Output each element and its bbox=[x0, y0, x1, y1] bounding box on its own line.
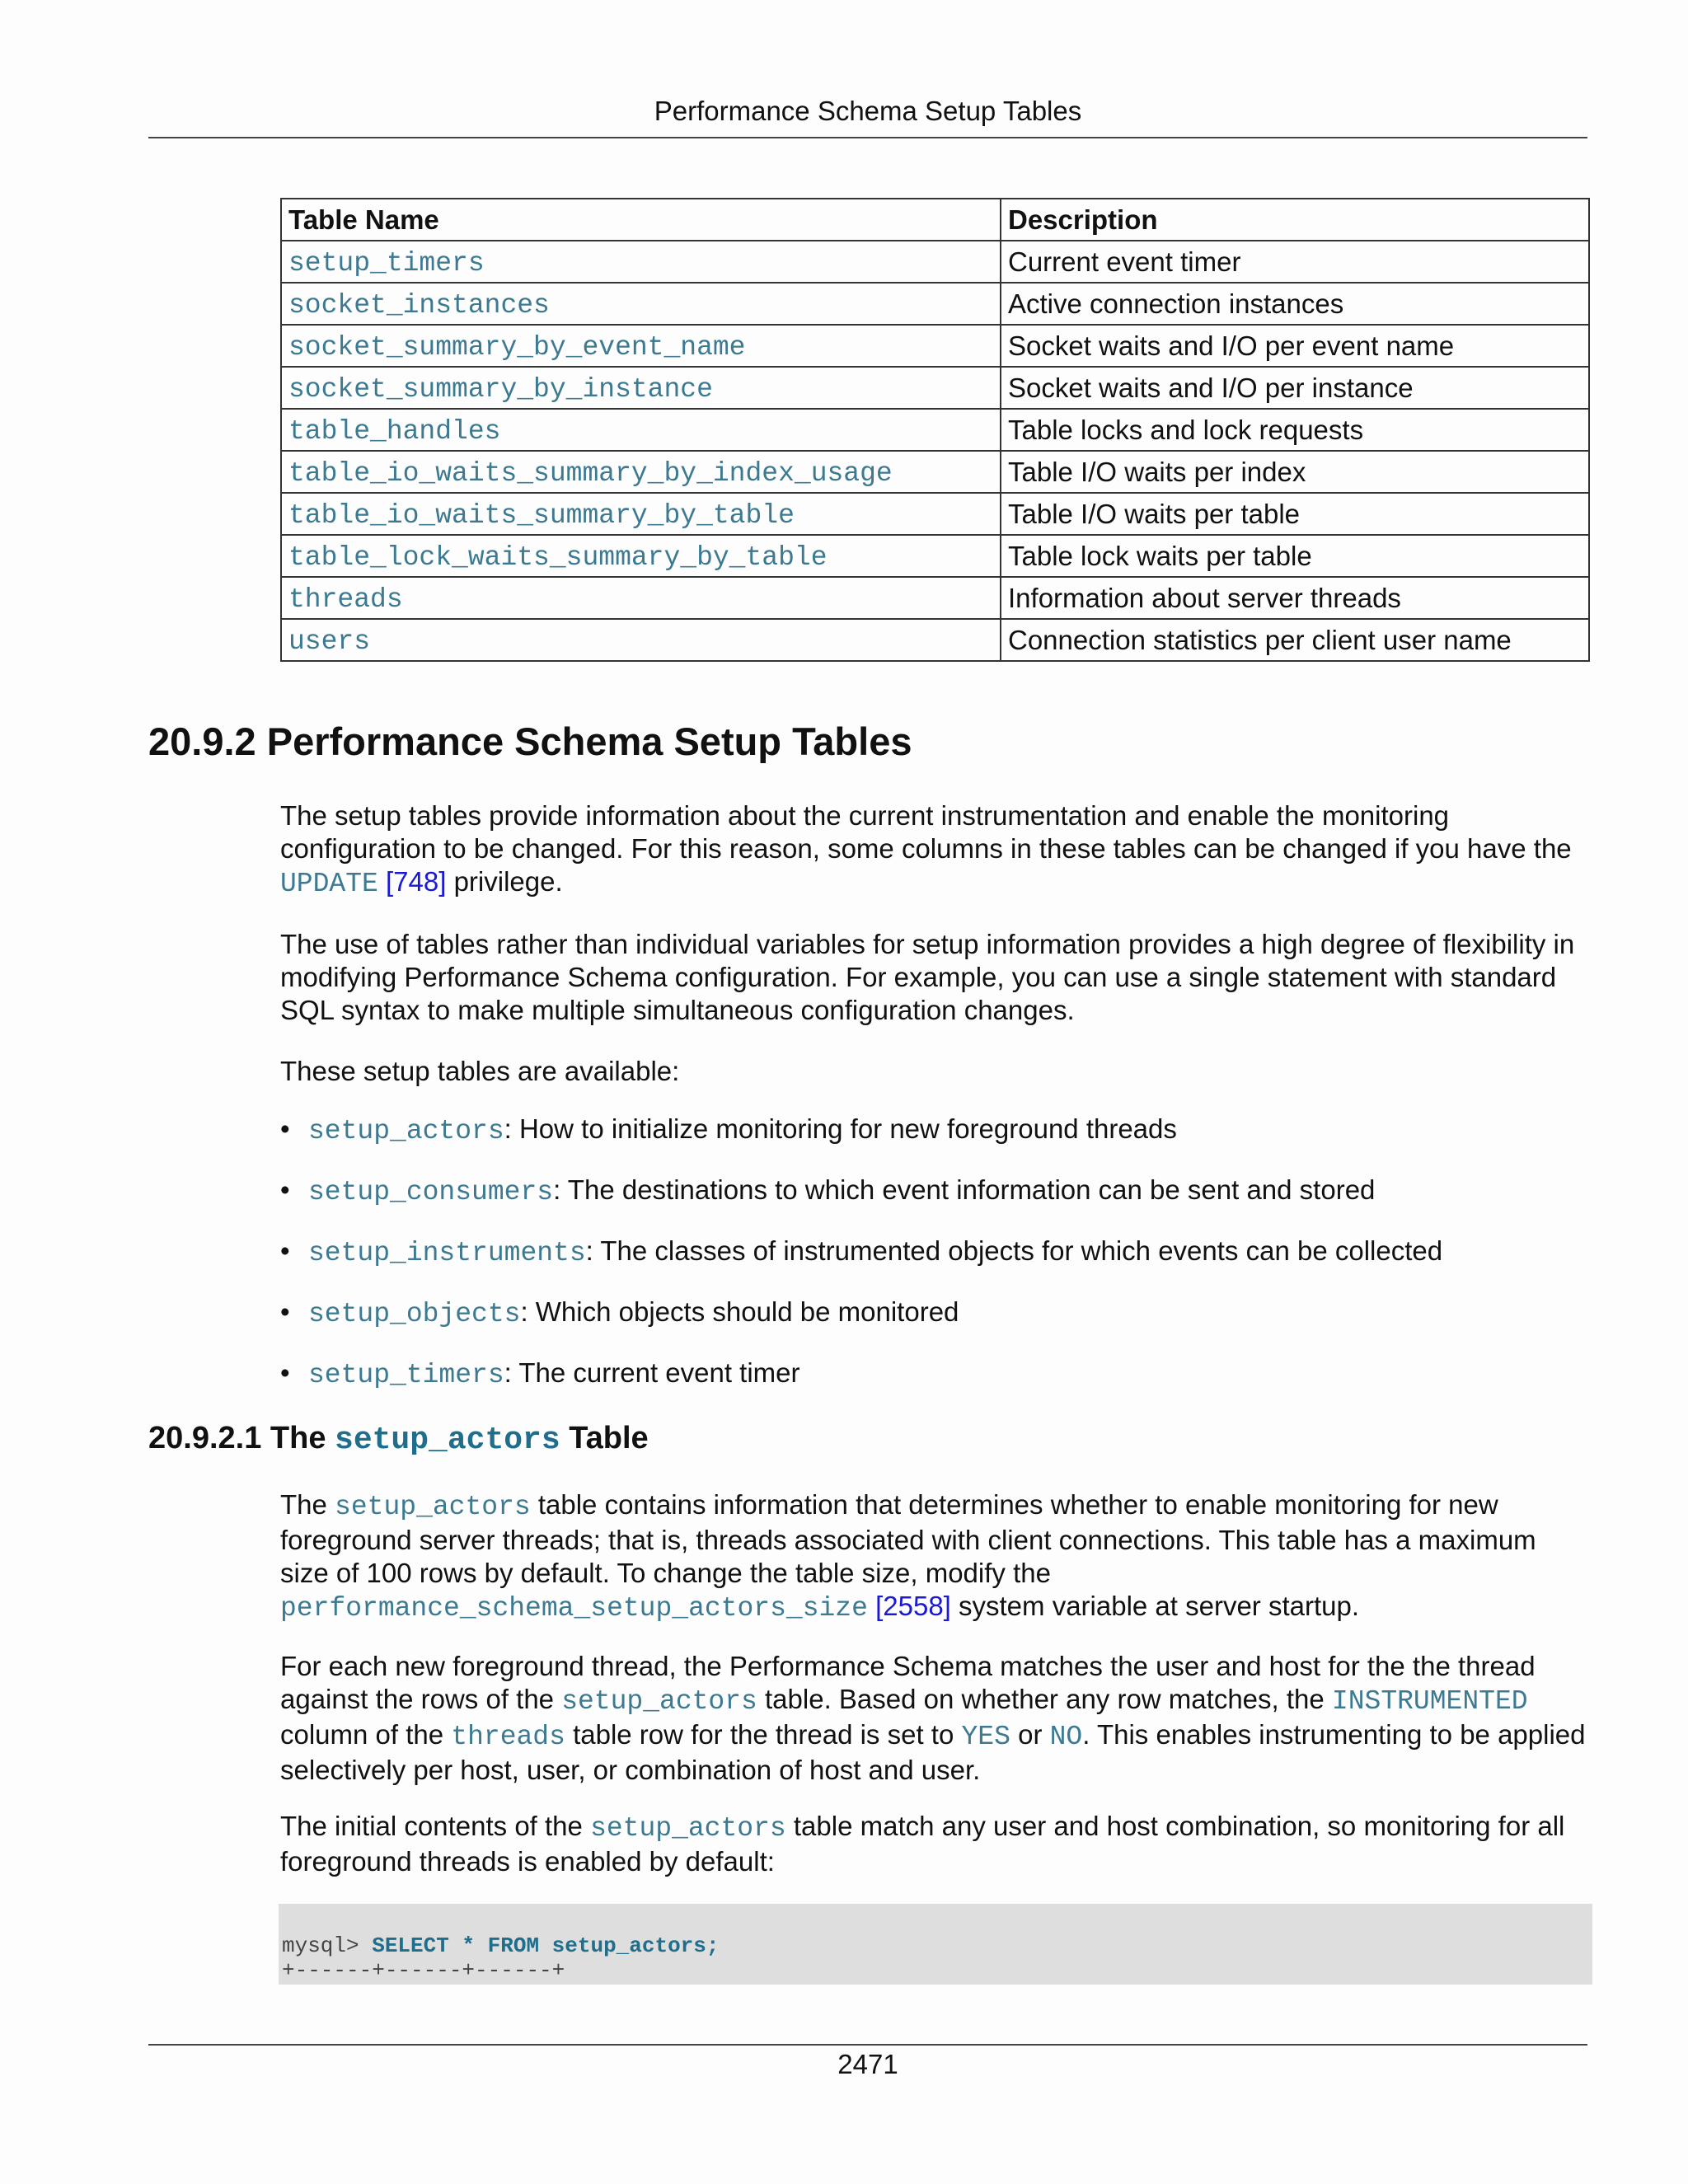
bullet-icon: • bbox=[280, 1113, 290, 1144]
list-item-text: : The current event timer bbox=[504, 1357, 800, 1388]
table-name-link[interactable]: table_lock_waits_summary_by_table bbox=[288, 541, 828, 573]
description-cell: Information about server threads bbox=[1001, 577, 1589, 619]
table-name-cell bbox=[281, 409, 1001, 451]
setup-actors-link[interactable]: setup_actors bbox=[561, 1686, 757, 1717]
setup-table-link[interactable]: setup_instruments bbox=[308, 1238, 586, 1268]
table-name-link[interactable]: socket_summary_by_event_name bbox=[288, 331, 746, 363]
table-name-link[interactable]: socket_instances bbox=[288, 289, 550, 321]
description-cell: Socket waits and I/O per instance bbox=[1001, 367, 1589, 409]
table-name-link[interactable]: setup_timers bbox=[288, 247, 485, 279]
paragraph-initial-contents bbox=[280, 1810, 1591, 1878]
table-name-link[interactable]: users bbox=[288, 626, 371, 657]
text: . This enables instrumenting to be applied selectively per host, user, or combination of host and user. bbox=[280, 1719, 1586, 1785]
description-cell: Current event timer bbox=[1001, 241, 1589, 283]
column-header-table-name: Table Name bbox=[281, 199, 1001, 241]
page-number: 2471 bbox=[837, 2049, 898, 2079]
actors-size-variable-link[interactable]: performance_schema_setup_actors_size bbox=[280, 1593, 868, 1624]
paragraph-setup-actors bbox=[280, 1488, 1558, 1625]
code-prompt: mysql> bbox=[282, 1933, 373, 1958]
text: table. Based on whether any row matches, the bbox=[757, 1684, 1332, 1714]
tables-summary-table bbox=[280, 198, 1590, 662]
list-item-text: : How to initialize monitoring for new foreground threads bbox=[504, 1113, 1177, 1144]
subsection-number: 20.9.2.1 The bbox=[148, 1421, 335, 1455]
description-cell: Table locks and lock requests bbox=[1001, 409, 1589, 451]
table-name-cell bbox=[281, 577, 1001, 619]
code-statement: SELECT * FROM setup_actors; bbox=[372, 1933, 720, 1958]
no-value: NO bbox=[1049, 1722, 1083, 1752]
table-row bbox=[281, 367, 1589, 409]
list-item bbox=[280, 1113, 1591, 1174]
table-row bbox=[281, 577, 1589, 619]
text: table row for the thread is set to bbox=[565, 1719, 962, 1750]
text: system variable at server startup. bbox=[950, 1591, 1360, 1621]
header-rule bbox=[148, 137, 1587, 138]
subsection-suffix: Table bbox=[560, 1421, 649, 1455]
table-name-link[interactable]: threads bbox=[288, 583, 403, 615]
update-privilege-link[interactable]: UPDATE bbox=[280, 869, 378, 899]
subsection-heading bbox=[148, 1421, 649, 1458]
text: The initial contents of the bbox=[280, 1811, 591, 1841]
running-header: Performance Schema Setup Tables bbox=[654, 96, 1082, 126]
code-example bbox=[279, 1904, 1592, 1985]
text: table contains information that determines whether to enable monitoring for new foreground server threads; that is, threads associated with client connections. This table has a maximum size of 100 rows by default. To change the table size, modify the bbox=[280, 1489, 1536, 1588]
table-name-cell bbox=[281, 325, 1001, 367]
list-item-text: : The destinations to which event information can be sent and stored bbox=[553, 1174, 1376, 1205]
description-cell: Table I/O waits per table bbox=[1001, 493, 1589, 535]
text: For each new foreground thread, the Performance Schema matches the user and host for the the thread against the rows of the bbox=[280, 1651, 1536, 1714]
text: privilege. bbox=[446, 866, 563, 897]
description-cell: Table I/O waits per index bbox=[1001, 451, 1589, 493]
description-cell: Socket waits and I/O per event name bbox=[1001, 325, 1589, 367]
setup-table-link[interactable]: setup_objects bbox=[308, 1299, 521, 1329]
table-row bbox=[281, 493, 1589, 535]
paragraph-available-tables: These setup tables are available: bbox=[280, 1056, 680, 1086]
table-name-cell bbox=[281, 451, 1001, 493]
bullet-icon: • bbox=[280, 1174, 290, 1205]
list-item bbox=[280, 1235, 1591, 1296]
section-heading: 20.9.2 Performance Schema Setup Tables bbox=[148, 719, 912, 763]
table-name-cell bbox=[281, 493, 1001, 535]
threads-link[interactable]: threads bbox=[451, 1722, 565, 1752]
code-table-border: +------+------+------+ bbox=[282, 1958, 565, 1983]
table-name-link[interactable]: socket_summary_by_instance bbox=[288, 373, 713, 405]
text: table match any user and host combination, so monitoring for all foreground threads is enabled by default: bbox=[280, 1811, 1565, 1877]
table-name-cell bbox=[281, 367, 1001, 409]
table-name-link[interactable]: table_io_waits_summary_by_index_usage bbox=[288, 457, 893, 489]
paragraph-matching bbox=[280, 1650, 1591, 1787]
text: or bbox=[1010, 1719, 1050, 1750]
table-name-cell bbox=[281, 535, 1001, 577]
table-name-cell bbox=[281, 241, 1001, 283]
subsection-code: setup_actors bbox=[335, 1422, 560, 1458]
bullet-icon: • bbox=[280, 1296, 290, 1327]
setup-table-link[interactable]: setup_timers bbox=[308, 1360, 504, 1390]
text: column of the bbox=[280, 1719, 452, 1750]
setup-table-link[interactable]: setup_actors bbox=[308, 1116, 504, 1146]
table-row bbox=[281, 283, 1589, 325]
page-ref-link[interactable]: [2558] bbox=[875, 1591, 951, 1621]
paragraph-setup-intro bbox=[280, 799, 1591, 901]
bullet-icon: • bbox=[280, 1235, 290, 1266]
description-cell: Connection statistics per client user name bbox=[1001, 619, 1589, 661]
setup-table-link[interactable]: setup_consumers bbox=[308, 1177, 554, 1207]
setup-actors-link[interactable]: setup_actors bbox=[335, 1492, 531, 1522]
table-name-cell bbox=[281, 283, 1001, 325]
column-header-description: Description bbox=[1001, 199, 1589, 241]
page-ref-link[interactable]: [748] bbox=[386, 866, 447, 897]
list-item-text: : The classes of instrumented objects for which events can be collected bbox=[585, 1235, 1443, 1266]
table-row bbox=[281, 451, 1589, 493]
table-name-link[interactable]: table_io_waits_summary_by_table bbox=[288, 499, 795, 531]
list-item-text: : Which objects should be monitored bbox=[520, 1296, 959, 1327]
bullet-icon: • bbox=[280, 1357, 290, 1388]
table-name-cell bbox=[281, 619, 1001, 661]
table-row bbox=[281, 535, 1589, 577]
text: The bbox=[280, 1489, 335, 1520]
table-row bbox=[281, 241, 1589, 283]
paragraph-flexibility: The use of tables rather than individual variables for setup information provides a high degree of flexibility in modifying Performance Schema configuration. For example, you can use a single statement with standard SQL syntax to make multiple simultaneous configuration changes. bbox=[280, 929, 1575, 1025]
description-cell: Table lock waits per table bbox=[1001, 535, 1589, 577]
footer-rule bbox=[148, 2044, 1587, 2046]
table-row bbox=[281, 325, 1589, 367]
setup-actors-link[interactable]: setup_actors bbox=[590, 1813, 786, 1844]
yes-value: YES bbox=[961, 1722, 1010, 1752]
instrumented-column: INSTRUMENTED bbox=[1331, 1686, 1528, 1717]
setup-tables-list bbox=[280, 1113, 1591, 1418]
list-item bbox=[280, 1357, 1591, 1418]
list-item bbox=[280, 1174, 1591, 1235]
description-cell: Active connection instances bbox=[1001, 283, 1589, 325]
table-name-link[interactable]: table_handles bbox=[288, 415, 501, 447]
list-item bbox=[280, 1296, 1591, 1357]
text: The setup tables provide information about the current instrumentation and enable the monitoring configuration to be changed. For this reason, some columns in these tables can be changed if you have the bbox=[280, 800, 1572, 864]
table-row bbox=[281, 619, 1589, 661]
table-header-row bbox=[281, 199, 1589, 241]
table-row bbox=[281, 409, 1589, 451]
